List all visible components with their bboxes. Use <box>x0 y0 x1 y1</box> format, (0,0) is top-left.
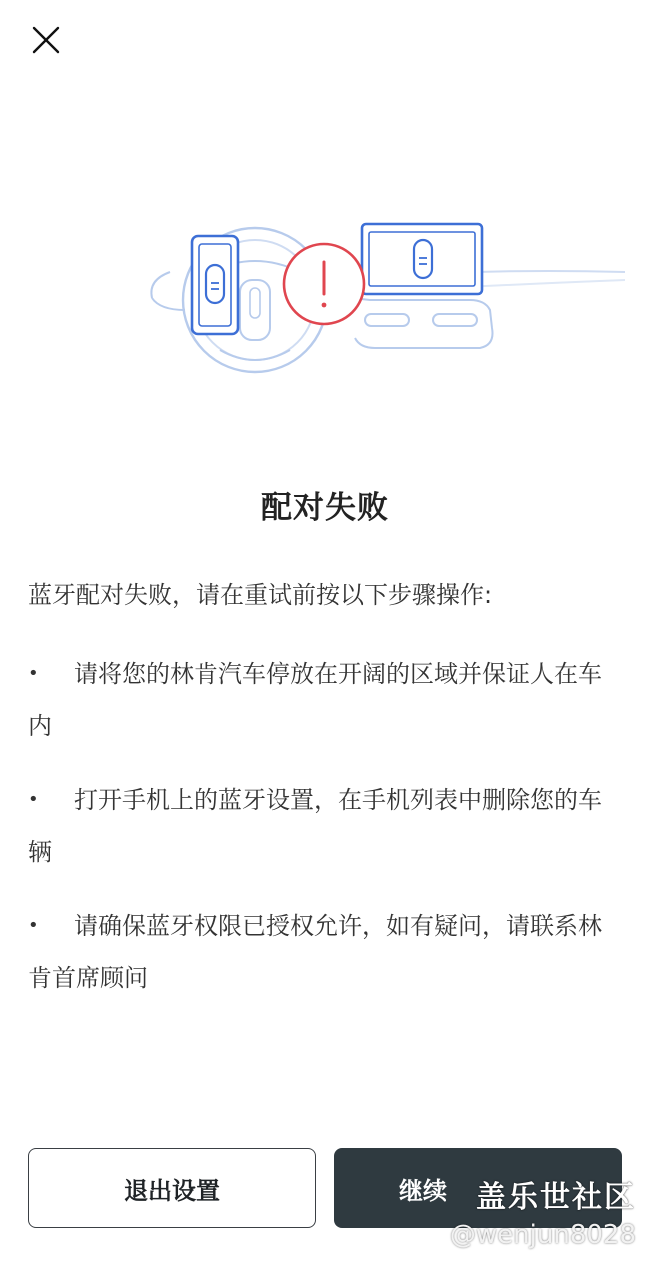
list-item-text: 请确保蓝牙权限已授权允许，如有疑问，请联系林肯首席顾问 <box>28 912 602 992</box>
page-title: 配对失败 <box>261 490 389 526</box>
instruction-list <box>28 648 608 1026</box>
bluetooth-pairing-failed-illustration <box>140 210 630 390</box>
exit-setup-button[interactable] <box>28 1148 316 1228</box>
list-item <box>28 900 608 1004</box>
watermark-brand: 盖乐世社区 <box>476 1180 636 1215</box>
close-icon <box>30 24 62 56</box>
bullet-icon: • <box>28 915 39 936</box>
intro-text: 蓝牙配对失败，请在重试前按以下步骤操作: <box>28 581 493 609</box>
list-item-text: 打开手机上的蓝牙设置，在手机列表中删除您的车辆 <box>28 786 602 866</box>
exit-setup-label: 退出设置 <box>124 1176 220 1205</box>
list-item-text: 请将您的林肯汽车停放在开阔的区域并保证人在车内 <box>28 660 602 740</box>
list-item <box>28 648 608 752</box>
bullet-icon: • <box>28 663 39 684</box>
close-button[interactable] <box>24 18 68 62</box>
bullet-icon: • <box>28 789 39 810</box>
list-item <box>28 774 608 878</box>
continue-button[interactable] <box>334 1148 622 1228</box>
watermark-user: @wenjun8028 <box>449 1220 636 1250</box>
continue-label: 继续 <box>399 1176 447 1205</box>
